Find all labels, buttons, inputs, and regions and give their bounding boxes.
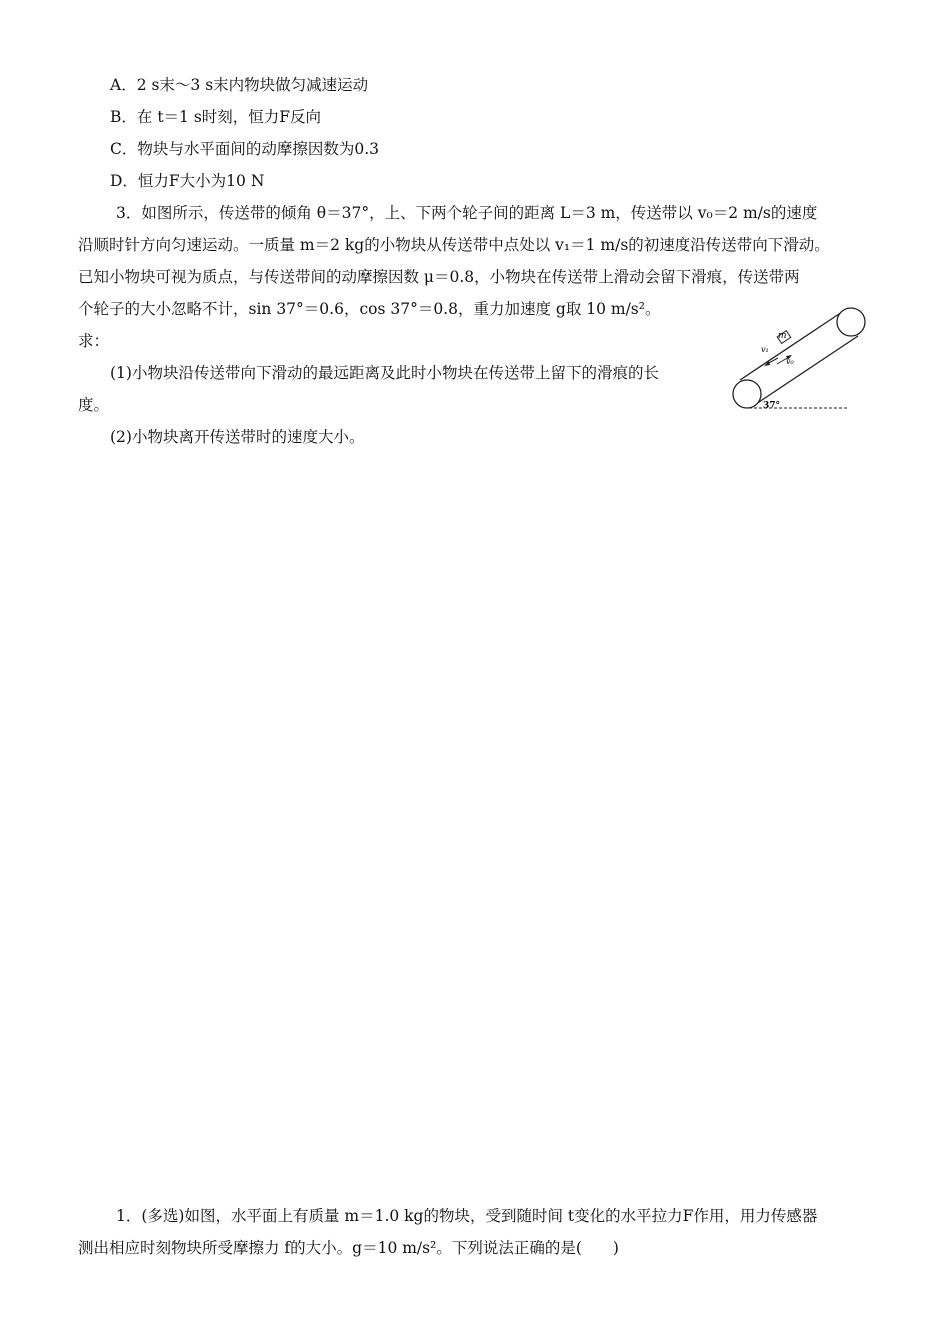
- q3-sub1a: (1)小物块沿传送带向下滑动的最远距离及此时小物块在传送带上留下的滑痕的长: [110, 364, 659, 382]
- v0-label: v₀: [786, 357, 794, 366]
- belt-top-line: [740, 308, 848, 380]
- v1-label: v₁: [761, 345, 769, 354]
- option-c: C．物块与水平面间的动摩擦因数为0.3: [110, 140, 380, 158]
- mass-label: m: [778, 331, 787, 341]
- option-b: B．在 t＝1 s时刻，恒力F反向: [110, 108, 322, 126]
- option-a: A．2 s末～3 s末内物块做匀减速运动: [110, 76, 369, 94]
- q3-line1: 3．如图所示，传送带的倾角 θ＝37°，上、下两个轮子间的距离 L＝3 m，传送带以 v₀＝2 m/s的速度: [116, 204, 818, 222]
- q3-line4: 个轮子的大小忽略不计，sin 37°＝0.6，cos 37°＝0.8，重力加速度 g取 10 m/s²。: [78, 300, 661, 318]
- q1-line1: 1．(多选)如图，水平面上有质量 m＝1.0 kg的物块，受到随时间 t变化的水平拉力F作用，用力传感器: [116, 1207, 818, 1225]
- upper-wheel: [837, 308, 865, 336]
- q3-sub1b: 度。: [78, 396, 110, 414]
- q3-line3: 已知小物块可视为质点，与传送带间的动摩擦因数 μ＝0.8，小物块在传送带上滑动会留下滑痕，传送带两: [78, 268, 800, 286]
- q1-line2: 测出相应时刻物块所受摩擦力 f的大小。g＝10 m/s²。下列说法正确的是( ): [78, 1239, 619, 1257]
- angle-label: 37°: [763, 401, 781, 411]
- conveyor-belt-diagram: [730, 300, 870, 415]
- q3-line5: 求：: [78, 332, 110, 350]
- q3-sub2: (2)小物块离开传送带时的速度大小。: [110, 428, 365, 446]
- q3-line2: 沿顺时针方向匀速运动。一质量 m＝2 kg的小物块从传送带中点处以 v₁＝1 m/s的初速度沿传送带向下滑动。: [78, 236, 830, 254]
- lower-wheel: [733, 380, 761, 408]
- option-d: D．恒力F大小为10 N: [110, 172, 265, 190]
